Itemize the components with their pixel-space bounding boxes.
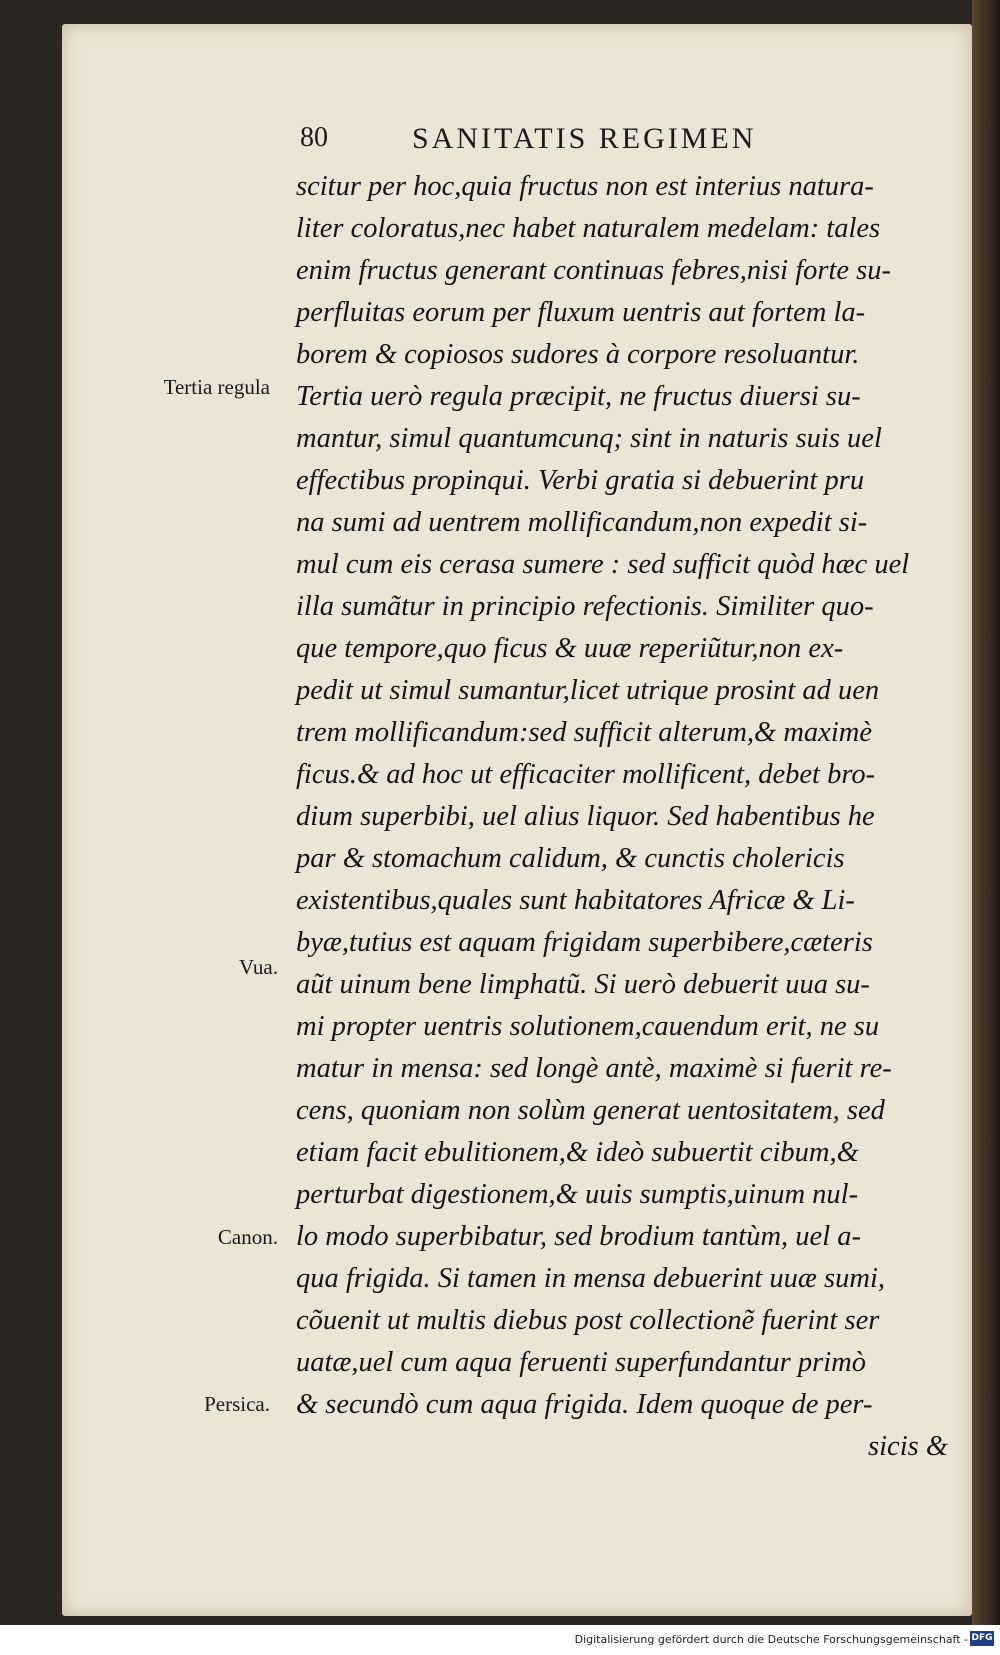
text-line: par & stomachum calidum, & cunctis cholericis bbox=[296, 843, 845, 874]
text-line: trem mollificandum:sed sufficit alterum,& maximè bbox=[296, 717, 872, 748]
dfg-logo-icon: DFG bbox=[970, 1631, 994, 1646]
text-line: matur in mensa: sed longè antè, maximè si fuerit re- bbox=[296, 1053, 892, 1084]
text-line: effectibus propinqui. Verbi gratia si debuerint pru bbox=[296, 465, 865, 496]
text-line: cõuenit ut multis diebus post collectionẽ fuerint ser bbox=[296, 1305, 880, 1336]
text-line: existentibus,quales sunt habitatores Africæ & Li- bbox=[296, 885, 855, 916]
text-line: illa sumãtur in principio refectionis. Similiter quo- bbox=[296, 591, 874, 622]
book-binding-edge bbox=[972, 0, 1000, 1625]
text-line: dium superbibi, uel alius liquor. Sed habentibus he bbox=[296, 801, 875, 832]
text-line: borem & copiosos sudores à corpore resoluantur. bbox=[296, 339, 860, 370]
text-line: qua frigida. Si tamen in mensa debuerint uuæ sumi, bbox=[296, 1263, 885, 1294]
page-header bbox=[300, 122, 860, 158]
body-text bbox=[296, 166, 956, 1468]
digitization-footer bbox=[0, 1625, 1000, 1655]
text-line: liter coloratus,nec habet naturalem medelam: tales bbox=[296, 213, 881, 244]
text-line: lo modo superbibatur, sed brodium tantùm, uel a- bbox=[296, 1221, 861, 1252]
text-line: ficus.& ad hoc ut efficaciter mollificent, debet bro- bbox=[296, 759, 876, 790]
text-line: na sumi ad uentrem mollificandum,non expedit si- bbox=[296, 507, 868, 538]
text-line: & secundò cum aqua frigida. Idem quoque de per- bbox=[296, 1389, 873, 1420]
margin-note-canon: Canon. bbox=[217, 1225, 278, 1249]
catchword: sicis & bbox=[868, 1431, 948, 1462]
running-head: SANITATIS REGIMEN bbox=[412, 122, 757, 155]
text-line: perturbat digestionem,& uuis sumptis,uinum nul- bbox=[296, 1179, 859, 1210]
text-line: Tertia uerò regula præcipit, ne fructus diuersi su- bbox=[296, 381, 861, 412]
text-line: perfluitas eorum per fluxum uentris aut fortem la- bbox=[296, 297, 866, 328]
funding-credit: Digitalisierung gefördert durch die Deutsche Forschungsgemeinschaft - bbox=[574, 1633, 968, 1646]
text-line: mul cum eis cerasa sumere : sed sufficit quòd hæc uel bbox=[296, 549, 910, 580]
text-line: scitur per hoc,quia fructus non est interius natura- bbox=[296, 171, 874, 202]
text-line: enim fructus generant continuas febres,nisi forte su- bbox=[296, 255, 892, 286]
text-line: mantur, simul quantumcunq; sint in naturis suis uel bbox=[296, 423, 882, 454]
margin-note-tertia-regula: Tertia regula bbox=[163, 375, 270, 399]
text-line: aũt uinum bene limphatũ. Si uerò debuerit uua su- bbox=[296, 969, 870, 1000]
margin-note-vua: Vua. bbox=[239, 955, 278, 979]
text-line: cens, quoniam non solùm generat uentositatem, sed bbox=[296, 1095, 885, 1126]
text-line: etiam facit ebulitionem,& ideò subuertit cibum,& bbox=[296, 1137, 859, 1168]
text-line: pedit ut simul sumantur,licet utrique prosint ad uen bbox=[296, 675, 880, 706]
text-line: uatæ,uel cum aqua feruenti superfundantur primò bbox=[296, 1347, 866, 1378]
text-line: mi propter uentris solutionem,cauendum erit, ne su bbox=[296, 1011, 880, 1042]
page-number: 80 bbox=[300, 122, 328, 153]
margin-note-persica: Persica. bbox=[204, 1392, 270, 1416]
text-line: byæ,tutius est aquam frigidam superbibere,cæteris bbox=[296, 927, 873, 958]
text-line: que tempore,quo ficus & uuæ reperiũtur,non ex- bbox=[296, 633, 844, 664]
